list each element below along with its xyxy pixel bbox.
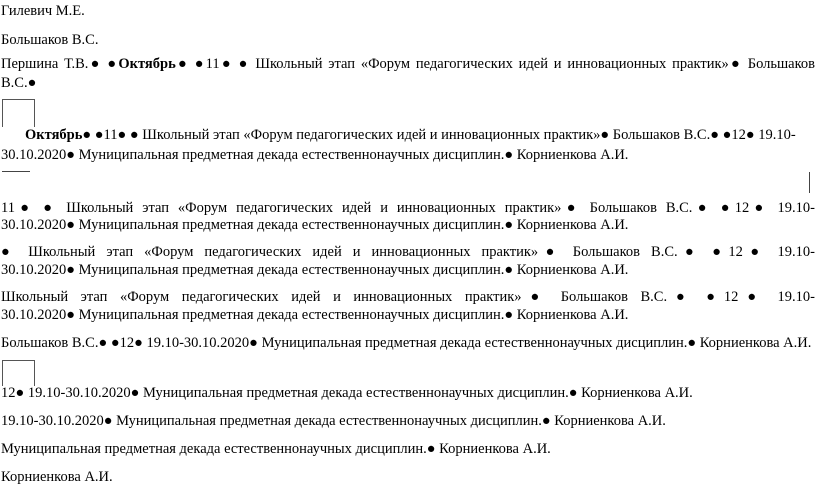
- table-cell-fragment: [2, 99, 35, 127]
- text-line-11: Школьный этап «Форум педагогических идей и инновационных практик»● Большаков В.С.● ●12● 19.10-: [1, 289, 815, 305]
- table-cell-fragment-2: [2, 360, 35, 386]
- text-line-6: 30.10.2020● Муниципальная предметная декада естественнонаучных дисциплин.● Корниенкова А.И.: [1, 147, 629, 163]
- text-line-5: [25, 126, 796, 145]
- text-line-4: В.С.●: [1, 75, 37, 91]
- text-line-7: 11● ● Школьный этап «Форум педагогических идей и инновационных практик»● Большаков В.С.● ●12● 19.10-: [1, 200, 815, 216]
- table-border-fragment: [2, 171, 30, 172]
- text-line-13: Большаков В.С.● ●12● 19.10-30.10.2020● Муниципальная предметная декада естественнонаучных дисциплин.● Корниенкова А.И.: [1, 335, 812, 351]
- text-line-1: Гилевич М.Е.: [1, 3, 85, 19]
- text-line-17: Корниенкова А.И.: [1, 469, 113, 485]
- text-line-10: 30.10.2020● Муниципальная предметная декада естественнонаучных дисциплин.● Корниенкова А.И.: [1, 262, 629, 278]
- text-line-9: ● Школьный этап «Форум педагогических идей и инновационных практик»● Большаков В.С.● ●12● 19.10-: [1, 244, 815, 260]
- text-line-8: 30.10.2020● Муниципальная предметная декада естественнонаучных дисциплин.● Корниенкова А.И.: [1, 217, 629, 233]
- text-line-2: Большаков В.С.: [1, 32, 99, 48]
- table-border-right: [809, 172, 810, 193]
- text-line-15: 19.10-30.10.2020● Муниципальная предметная декада естественнонаучных дисциплин.● Корниенкова А.И.: [1, 413, 666, 429]
- text-line-12: 30.10.2020● Муниципальная предметная декада естественнонаучных дисциплин.● Корниенкова А.И.: [1, 307, 629, 323]
- text-line-16: Муниципальная предметная декада естественнонаучных дисциплин.● Корниенкова А.И.: [1, 441, 551, 457]
- text-line-5-bold: Октябрь: [25, 127, 83, 143]
- text-line-3-c: ● ●11● ● Школьный этап «Форум педагогических идей и инновационных практик»● Большаков: [175, 56, 815, 72]
- text-line-3: [1, 55, 815, 74]
- text-line-5-rest: ● ●11● ● Школьный этап «Форум педагогических идей и инновационных практик»● Большаков В.С.● ●12● 19.10-: [82, 127, 796, 143]
- text-line-3-bold: Октябрь: [118, 56, 176, 72]
- text-line-14: 12● 19.10-30.10.2020● Муниципальная предметная декада естественнонаучных дисциплин.● Корниенкова А.И.: [1, 385, 693, 401]
- text-line-3-a: Першина Т.В.● ●: [1, 56, 119, 72]
